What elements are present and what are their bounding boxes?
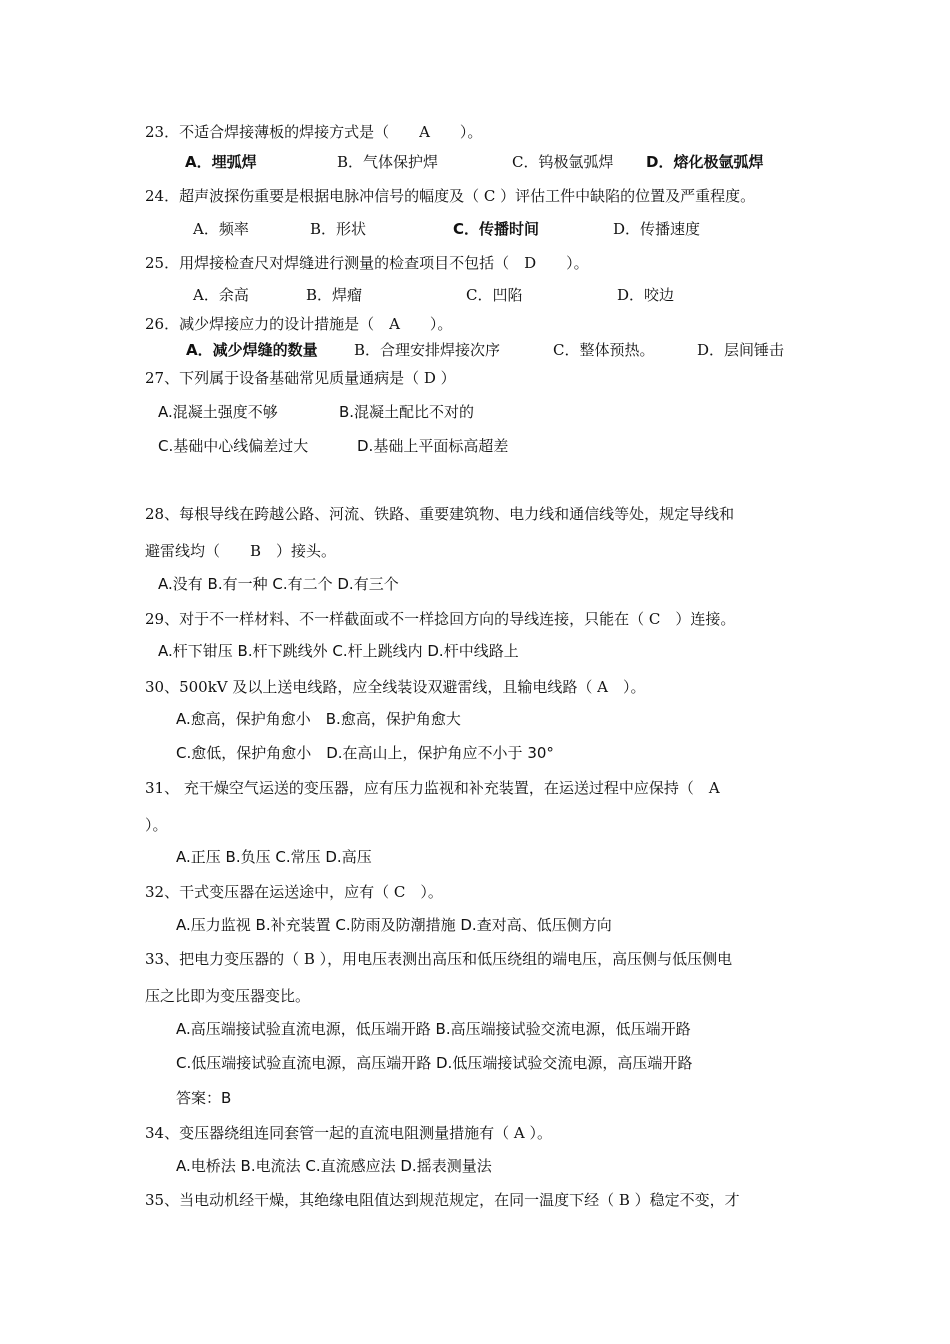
question-23-option-a: A．埋弧焊 (185, 153, 257, 171)
question-24-stem: 24．超声波探伤重要是根据电脉冲信号的幅度及（ C ）评估工件中缺陷的位置及严重程度。 (145, 187, 756, 205)
question-29-stem: 29、对于不一样材料、不一样截面或不一样捻回方向的导线连接，只能在（ C ）连接。 (145, 610, 736, 628)
question-32-stem: 32、干式变压器在运送途中，应有（ C ）。 (145, 883, 443, 901)
question-26-stem: 26．减少焊接应力的设计措施是（ A ）。 (145, 315, 453, 333)
question-27-option-d: D.基础上平面标高超差 (357, 437, 509, 455)
question-33-options-ab: A.高压端接试验直流电源，低压端开路 B.高压端接试验交流电源，低压端开路 (176, 1020, 691, 1038)
question-24-option-d: D．传播速度 (613, 220, 701, 238)
question-32-options: A.压力监视 B.补充装置 C.防雨及防潮措施 D.查对高、低压侧方向 (176, 916, 612, 934)
question-31-stem-line1: 31、 充干燥空气运送的变压器，应有压力监视和补充装置，在运送过程中应保持（ A (145, 779, 720, 797)
question-25-option-b: B．焊瘤 (306, 286, 363, 304)
question-25-stem: 25．用焊接检查尺对焊缝进行测量的检查项目不包括（ D ）。 (145, 254, 589, 272)
question-34-stem: 34、变压器绕组连同套管一起的直流电阻测量措施有（ A ）。 (145, 1124, 552, 1142)
question-23-option-b: B．气体保护焊 (337, 153, 439, 171)
question-25-option-d: D．咬边 (617, 286, 675, 304)
question-34-options: A.电桥法 B.电流法 C.直流感应法 D.摇表测量法 (176, 1157, 492, 1175)
question-30-stem: 30、500kV 及以上送电线路，应全线装设双避雷线，且输电线路（ A ）。 (145, 678, 646, 696)
question-27-option-a: A.混凝土强度不够 (158, 403, 278, 421)
question-33-answer: 答案：B (176, 1089, 232, 1107)
question-27-option-c: C.基础中心线偏差过大 (158, 437, 309, 455)
question-29-options: A.杆下钳压 B.杆下跳线外 C.杆上跳线内 D.杆中线路上 (158, 642, 519, 660)
question-30-options-cd: C.愈低，保护角愈小 D.在高山上，保护角应不小于 30° (176, 744, 554, 762)
question-25-option-a: A．余高 (193, 286, 249, 304)
question-33-stem-line2: 压之比即为变压器变比。 (145, 987, 311, 1005)
question-24-option-a: A．频率 (193, 220, 249, 238)
question-28-options: A.没有 B.有一种 C.有二个 D.有三个 (158, 575, 399, 593)
question-31-stem-line2: ）。 (145, 816, 168, 834)
question-26-option-d: D．层间锤击 (697, 341, 785, 359)
question-31-options: A.正压 B.负压 C.常压 D.高压 (176, 848, 372, 866)
question-23-option-c: C．钨极氩弧焊 (512, 153, 614, 171)
question-24-option-c: C．传播时间 (453, 220, 540, 238)
question-33-stem-line1: 33、把电力变压器的（ B ），用电压表测出高压和低压绕组的端电压，高压侧与低压侧电 (145, 950, 733, 968)
question-23-option-d: D．熔化极氩弧焊 (646, 153, 764, 171)
question-23-stem: 23．不适合焊接薄板的焊接方式是（ A ）。 (145, 123, 483, 141)
question-26-option-b: B．合理安排焊接次序 (354, 341, 501, 359)
question-35-stem: 35、当电动机经干燥，其绝缘电阻值达到规范规定，在同一温度下经（ B ）稳定不变，才 (145, 1191, 740, 1209)
question-28-stem-line2: 避雷线均（ B ）接头。 (145, 542, 337, 560)
question-30-options-ab: A.愈高，保护角愈小 B.愈高，保护角愈大 (176, 710, 461, 728)
question-24-option-b: B．形状 (310, 220, 367, 238)
question-26-option-c: C．整体预热。 (553, 341, 655, 359)
question-28-stem-line1: 28、每根导线在跨越公路、河流、铁路、重要建筑物、电力线和通信线等处，规定导线和 (145, 505, 735, 523)
question-33-options-cd: C.低压端接试验直流电源，高压端开路 D.低压端接试验交流电源，高压端开路 (176, 1054, 693, 1072)
question-26-option-a: A．减少焊缝的数量 (186, 341, 318, 359)
question-27-option-b: B.混凝土配比不对的 (339, 403, 475, 421)
question-25-option-c: C．凹陷 (466, 286, 523, 304)
question-27-stem: 27、下列属于设备基础常见质量通病是（ D ） (145, 369, 456, 387)
